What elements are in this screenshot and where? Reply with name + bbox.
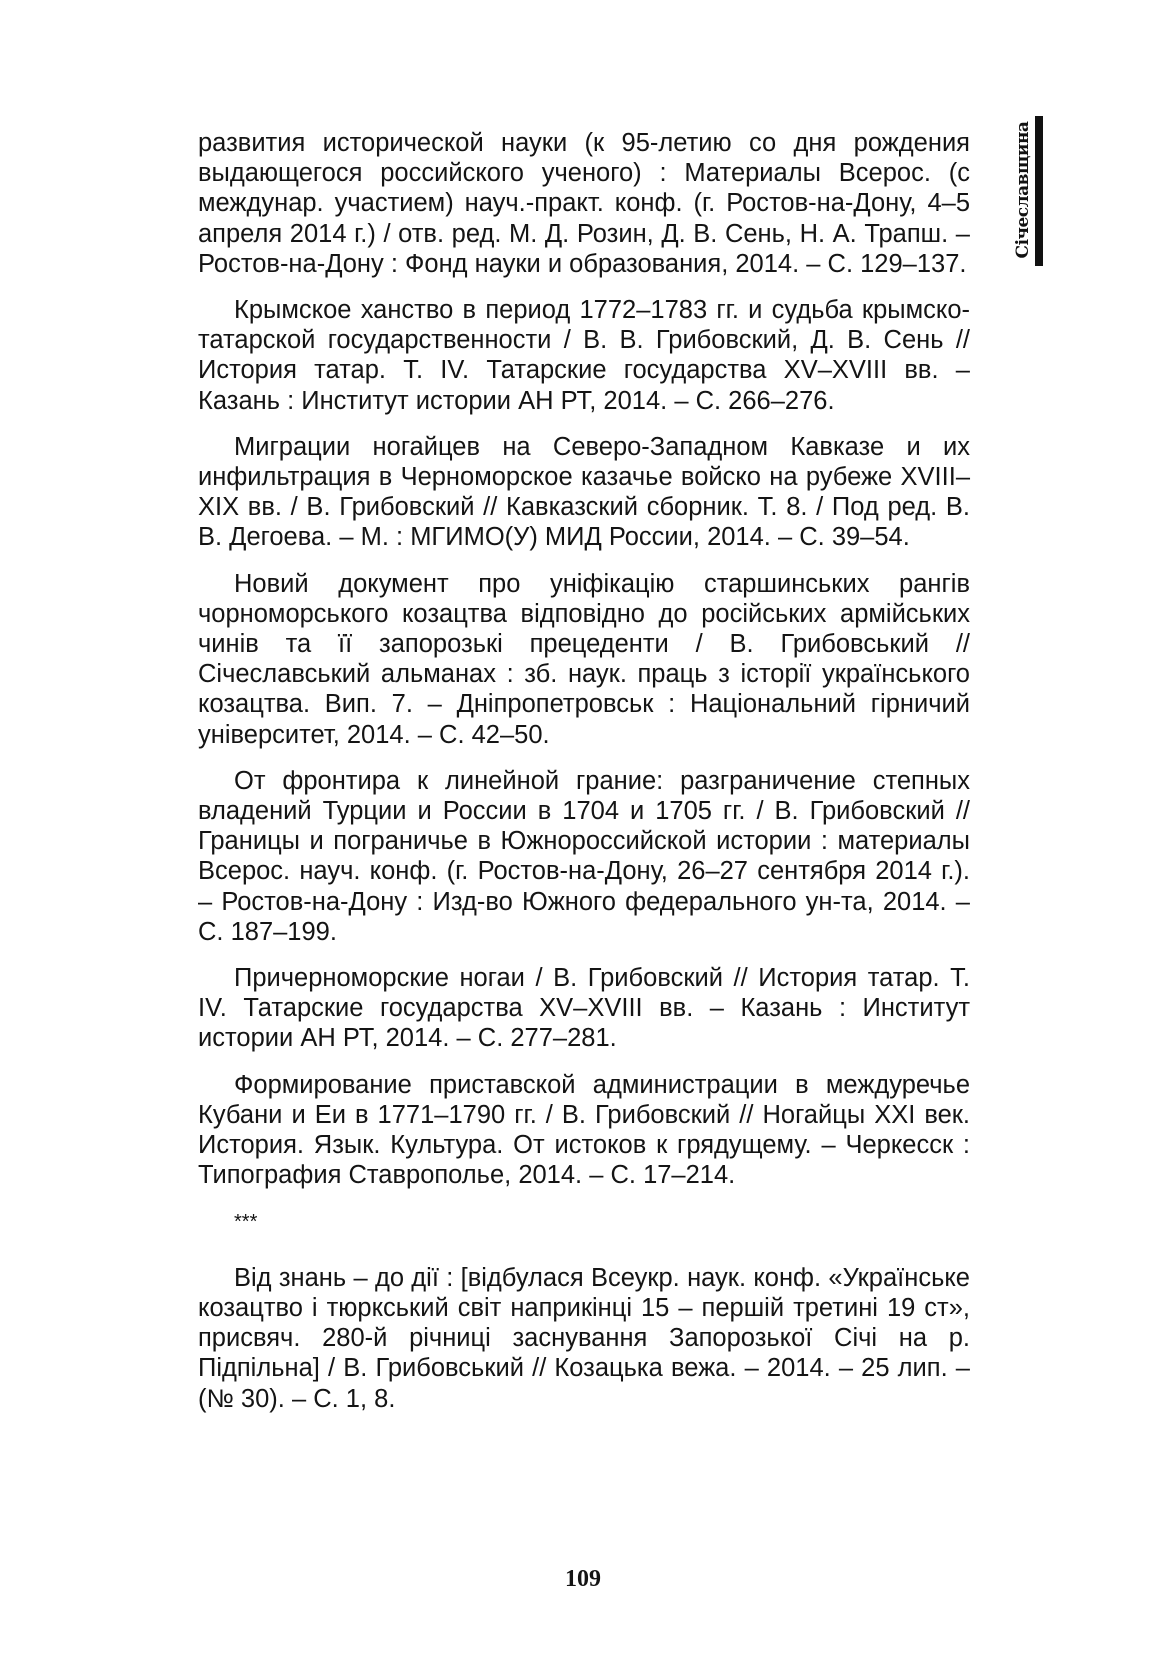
page-number: 109 — [565, 1566, 601, 1592]
bibliography-entry: Крымское ханство в период 1772–1783 гг. и судьба крымско-татарской государственности / В. В. Грибовский, Д. В. Сень // История татар. Т. IV. Татарские государства XV–XVIII вв. – Казань : Институт истории АН РТ, 2014. – С. 266–276. — [198, 296, 970, 415]
bibliography-entry: Причерноморские ногаи / В. Грибовский // История татар. Т. IV. Татарские государства XV–XVIII вв. – Казань : Институт истории АН РТ, 2014. – С. 277–281. — [198, 964, 970, 1053]
journal-logo-bar — [1035, 116, 1043, 266]
bibliography-entry: Формирование приставской администрации в междуречье Кубани и Еи в 1771–1790 гг. / В. Грибовский // Ногайцы XXI век. История. Язык. Культура. От истоков к грядущему. – Черкесск : Типография Ставрополье, 2014. – С. 17–214. — [198, 1070, 970, 1190]
bibliography-entry-continued: развития исторической науки (к 95-летию со дня рождения выдающегося российского ученого) : Материалы Всерос. (с междунар. участием) науч.-практ. конф. (г. Ростов-на-Дону, 4–5 апреля 2014 г.) / отв. ред. М. Д. Розин, Д. В. Сень, Н. А. Трапш. – Ростов-на-Дону : Фонд науки и образования, 2014. – С. 129–137. — [198, 129, 970, 278]
journal-logo — [1000, 112, 1046, 270]
bibliography-entry: Новий документ про уніфікацію старшинських рангів чорноморського козацтва відповідно до російських армійських чинів та її запорозькі прецеденти / В. Грибовський // Січеславський альманах : зб. наук. праць з історії українського козацтва. Вип. 7. – Дніпропетровськ : Національний гірничий університет, 2014. – С. 42–50. — [198, 569, 970, 749]
bibliography-entry: Від знань – до дії : [відбулася Всеукр. наук. конф. «Українське козацтво і тюркський світ наприкінці 15 – першій третині 19 ст», присвяч. 280-й річниці заснування Запорозької Січі на р. Підпільна] / В. Грибовський // Козацька вежа. – 2014. – 25 лип. – (№ 30). – С. 1, 8. — [198, 1263, 970, 1413]
journal-logo-text: Січеславщина — [1013, 121, 1033, 259]
bibliography-entry: От фронтира к линейной грание: разграничение степных владений Турции и России в 1704 и 1705 гг. / В. Грибовский // Границы и пограничье в Южнороссийской истории : материалы Всерос. науч. конф. (г. Ростов-на-Дону, 26–27 сентября 2014 г.). – Ростов-на-Дону : Изд-во Южного федерального ун-та, 2014. – С. 187–199. — [198, 766, 970, 946]
bibliography-entry: Миграции ногайцев на Северо-Западном Кавказе и их инфильтрация в Черноморское казачье войско на рубеже XVIII–XIX вв. / В. Грибовский // Кавказский сборник. Т. 8. / Под ред. В. В. Дегоева. – М. : МГИМО(У) МИД России, 2014. – С. 39–54. — [198, 432, 970, 552]
section-separator: *** — [234, 1210, 258, 1233]
bibliography-text — [198, 128, 970, 1430]
